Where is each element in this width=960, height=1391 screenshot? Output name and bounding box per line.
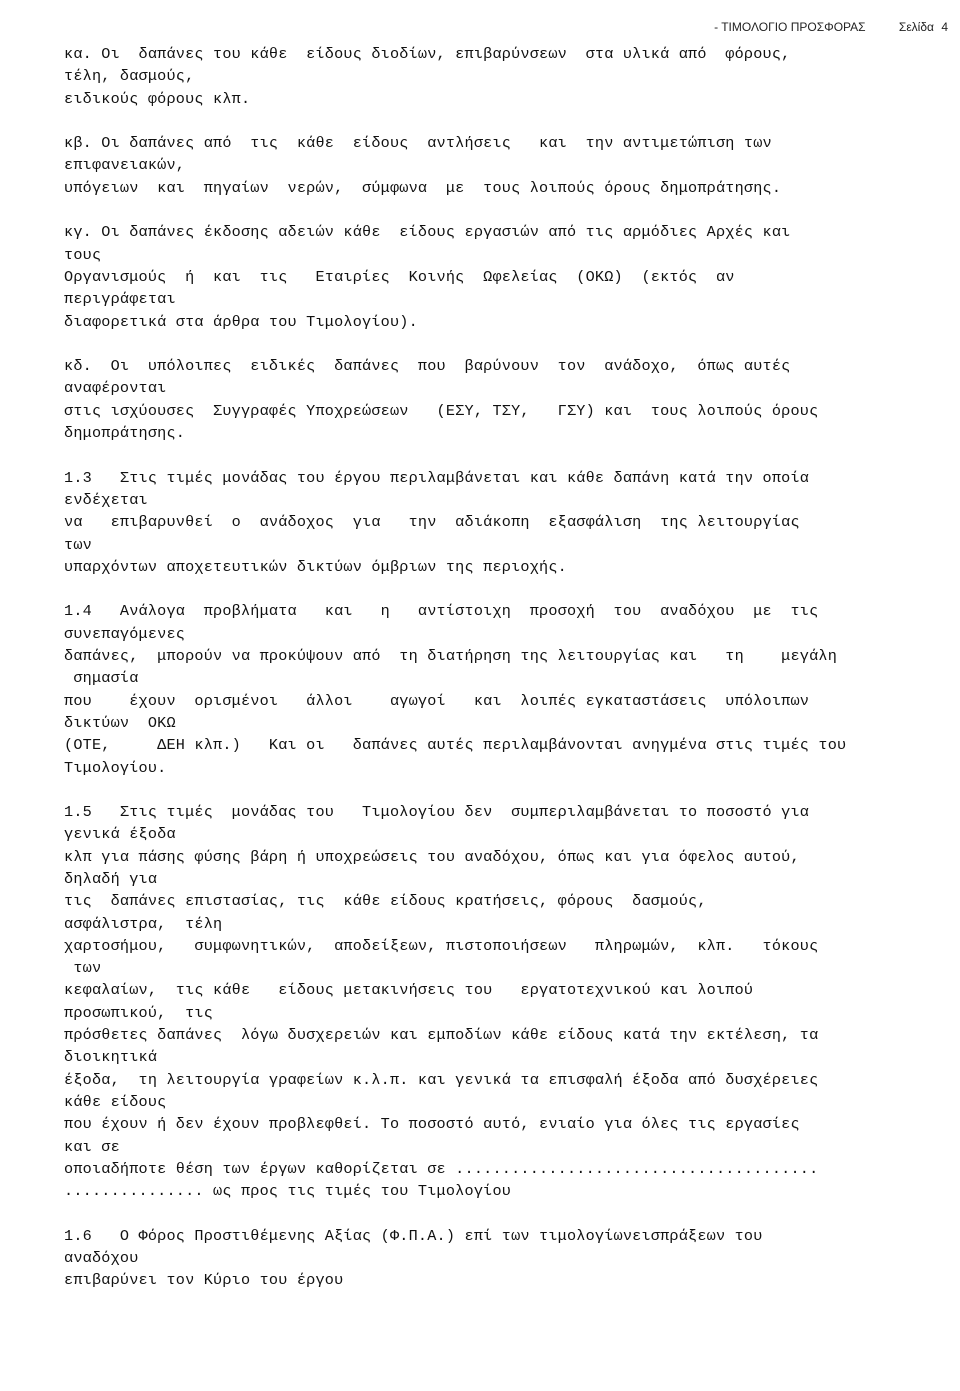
text-line: και σε	[64, 1137, 120, 1156]
document-title: - ΤΙΜΟΛΟΓΙΟ ΠΡΟΣΦΟΡΑΣ	[714, 20, 866, 34]
text-line: συνεπαγόμενες	[64, 624, 186, 643]
text-line: αναδόχου	[64, 1249, 139, 1268]
paragraph	[64, 221, 934, 332]
page-header	[714, 20, 948, 34]
text-line: κδ. Οι υπόλοιπες ειδικές δαπάνες που βαρύνουν τον ανάδοχο, όπως αυτές	[64, 357, 791, 376]
text-line: πρόσθετες δαπάνες λόγω δυσχερειών και εμποδίων κάθε είδους κατά την εκτέλεση, τα	[64, 1026, 819, 1045]
paragraph	[64, 467, 934, 578]
text-line: 1.5 Στις τιμές μονάδας του Τιμολογίου δεν συμπεριλαμβάνεται το ποσοστό για	[64, 803, 810, 822]
text-line: διαφορετικά στα άρθρα του Τιμολογίου).	[64, 312, 418, 331]
text-line: 1.6 Ο Φόρος Προστιθέμενης Αξίας (Φ.Π.Α.) επί των τιμολογίωνεισπράξεων του	[64, 1226, 763, 1245]
text-line: επιφανειακών,	[64, 156, 186, 175]
text-line: ειδικούς φόρους κλπ.	[64, 89, 251, 108]
text-line: οποιαδήποτε θέση των έργων καθορίζεται σε .......................................	[64, 1159, 819, 1178]
text-line: επιβαρύνει τον Κύριο του έργου	[64, 1271, 344, 1290]
text-line: κγ. Οι δαπάνες έκδοσης αδειών κάθε είδους εργασιών από τις αρμόδιες Αρχές και	[64, 223, 791, 242]
text-line: διοικητικά	[64, 1048, 158, 1067]
paragraph	[64, 1225, 934, 1292]
text-line: έξοδα, τη λειτουργία γραφείων κ.λ.π. και γενικά τα επισφαλή έξοδα από δυσχέρειες	[64, 1070, 819, 1089]
text-line: περιγράφεται	[64, 290, 176, 309]
text-line: ασφάλιστρα, τέλη	[64, 914, 223, 933]
text-line: κάθε είδους	[64, 1092, 167, 1111]
text-line: στις ισχύουσες Συγγραφές Υποχρεώσεων (ΕΣΥ, ΤΣΥ, ΓΣΥ) και τους λοιπούς όρους	[64, 401, 819, 420]
text-line: που έχουν ή δεν έχουν προβλεφθεί. Το ποσοστό αυτό, ενιαίο για όλες τις εργασίες	[64, 1115, 800, 1134]
text-line: τους	[64, 245, 102, 264]
document-body	[64, 43, 934, 1314]
text-line: δαπάνες, μπορούν να προκύψουν από τη διατήρηση της λειτουργίας και τη μεγάλη	[64, 647, 838, 666]
text-line: κεφαλαίων, τις κάθε είδους μετακινήσεις του εργατοτεχνικού και λοιπού	[64, 981, 754, 1000]
text-line: χαρτοσήμου, συμφωνητικών, αποδείξεων, πιστοποιήσεων πληρωμών, κλπ. τόκους	[64, 936, 819, 955]
paragraph	[64, 132, 934, 199]
text-line: δικτύων ΟΚΩ	[64, 713, 176, 732]
text-line: προσωπικού, τις	[64, 1003, 214, 1022]
text-line: σημασία	[64, 669, 139, 688]
text-line: κα. Οι δαπάνες του κάθε είδους διοδίων, επιβαρύνσεων στα υλικά από φόρους,	[64, 45, 791, 63]
text-line: που έχουν ορισμένοι άλλοι αγωγοί και λοιπές εγκαταστάσεις υπόλοιπων	[64, 691, 810, 710]
paragraph	[64, 355, 934, 444]
text-line: δηλαδή για	[64, 869, 158, 888]
text-line: αναφέρονται	[64, 379, 167, 398]
text-line: ενδέχεται	[64, 490, 148, 509]
text-line: (ΟΤΕ, ΔΕΗ κλπ.) Και οι δαπάνες αυτές περιλαμβάνονται ανηγμένα στις τιμές του	[64, 736, 847, 755]
text-line: 1.3 Στις τιμές μονάδας του έργου περιλαμβάνεται και κάθε δαπάνη κατά την οποία	[64, 468, 810, 487]
text-line: τέλη, δασμούς,	[64, 67, 195, 86]
text-line: υπαρχόντων αποχετευτικών δικτύων όμβριων της περιοχής.	[64, 557, 567, 576]
paragraph	[64, 600, 934, 778]
text-line: 1.4 Ανάλογα προβλήματα και η αντίστοιχη προσοχή του αναδόχου με τις	[64, 602, 819, 621]
text-line: τις δαπάνες επιστασίας, τις κάθε είδους κρατήσεις, φόρους δασμούς,	[64, 892, 707, 911]
text-line: των	[64, 959, 102, 978]
text-line: κλπ για πάσης φύσης βάρη ή υποχρεώσεις του αναδόχου, όπως και για όφελος αυτού,	[64, 847, 800, 866]
text-line: γενικά έξοδα	[64, 825, 176, 844]
text-line: υπόγειων και πηγαίων νερών, σύμφωνα με τους λοιπούς όρους δημοπράτησης.	[64, 178, 782, 197]
text-line: Τιμολογίου.	[64, 758, 167, 777]
text-line: των	[64, 535, 92, 554]
page-label: Σελίδα	[898, 20, 934, 34]
text-line: να επιβαρυνθεί ο ανάδοχος για την αδιάκοπη εξασφάλιση της λειτουργίας	[64, 513, 800, 532]
text-line: δημοπράτησης.	[64, 424, 186, 443]
page-number: 4	[941, 20, 948, 34]
text-line: ............... ως προς τις τιμές του Τιμολογίου	[64, 1182, 512, 1201]
paragraph	[64, 801, 934, 1202]
paragraph	[64, 43, 934, 110]
text-line: κβ. Οι δαπάνες από τις κάθε είδους αντλήσεις και την αντιμετώπιση των	[64, 134, 772, 153]
text-line: Οργανισμούς ή και τις Εταιρίες Κοινής Ωφελείας (ΟΚΩ) (εκτός αν	[64, 267, 735, 286]
